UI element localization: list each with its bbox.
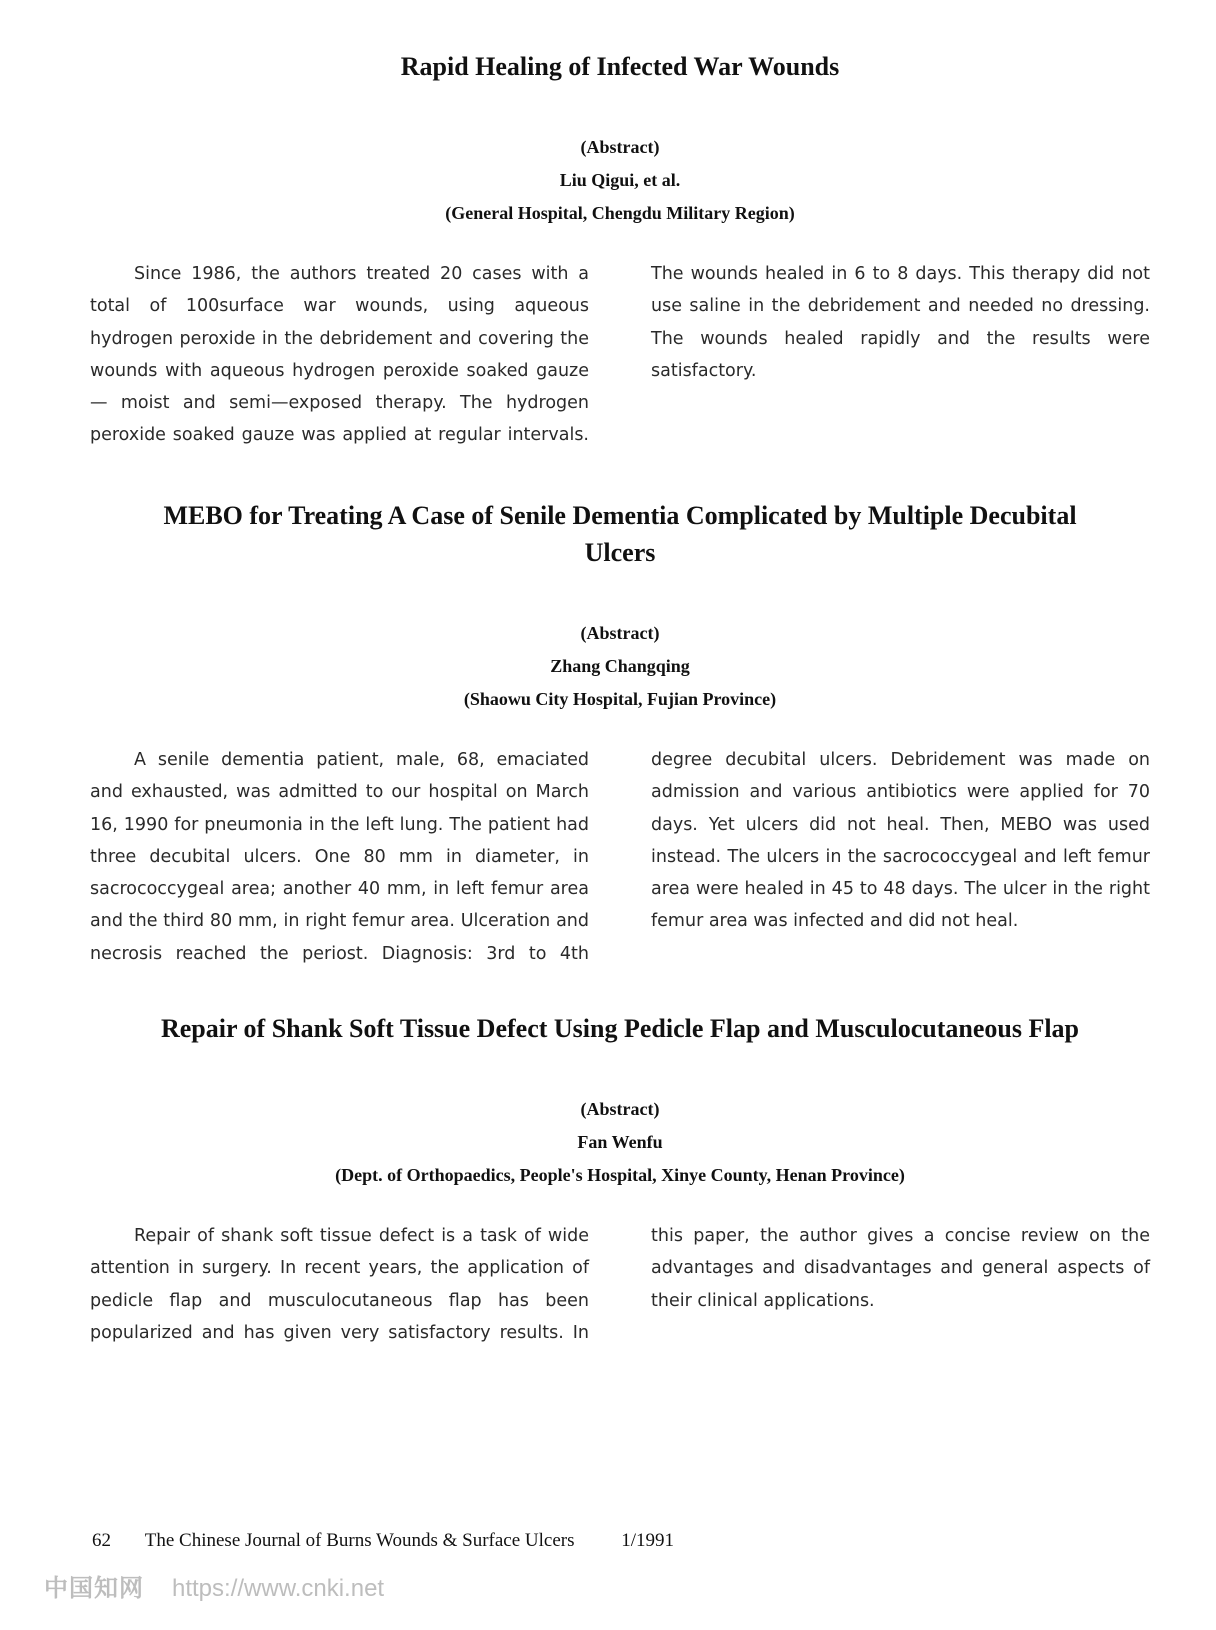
journal-name: The Chinese Journal of Burns Wounds & Surface Ulcers	[144, 1530, 575, 1551]
abstract-label: (Abstract)	[580, 137, 660, 157]
article-title: Repair of Shank Soft Tissue Defect Using Pedicle Flap and Musculocutaneous Flap	[160, 1014, 1080, 1043]
article-affiliation: (Dept. of Orthopaedics, People's Hospital, Xinye County, Henan Province)	[335, 1165, 905, 1185]
article-author: Liu Qigui, et al.	[559, 170, 681, 190]
article-shank-soft-tissue	[90, 1010, 1150, 1355]
issue-label: 1/1991	[621, 1530, 675, 1551]
body-paragraph: A senile dementia patient, male, 68, emaciated and exhausted, was admitted to our hospital on March 16, 1990 for pneumonia in the left lung. The patient had three decubital ulcers. One 80 mm in diameter, in sacrococcygeal area; another 40 mm, in left femur area and the third 80 mm, in right femur area. Ulceration and necrosis reached the periost. Diagnosis: 3rd to 4th degree decubital ulcers. Debridement was made on admission and various antibiotics were applied for 70 days. Yet ulcers did not heal. Then, MEBO was used instead. The ulcers in the sacrococcygeal and left femur area were healed in 45 to 48 days. The ulcer in the right femur area was infected and did not heal.	[90, 750, 1150, 964]
abstract-label: (Abstract)	[580, 1099, 660, 1119]
abstract-label: (Abstract)	[580, 623, 660, 643]
body-paragraph: Repair of shank soft tissue defect is a task of wide attention in surgery. In recent years, the application of pedicle flap and musculocutaneous flap has been popularized and has given very satisfactory results. In this paper, the author gives a concise review on the advantages and disadvantages and general aspects of their clinical applications.	[90, 1226, 1150, 1343]
article-author: Zhang Changqing	[550, 656, 690, 676]
article-author: Fan Wenfu	[577, 1132, 663, 1152]
article-title: Rapid Healing of Infected War Wounds	[400, 52, 840, 81]
article-body	[90, 258, 1150, 458]
article-war-wounds	[90, 48, 1150, 458]
article-body	[90, 1220, 1150, 1355]
cnki-watermark	[44, 1568, 384, 1603]
page-footer	[92, 1530, 792, 1552]
article-affiliation: (General Hospital, Chengdu Military Region)	[445, 203, 795, 223]
watermark-site-name: 中国知网	[44, 1574, 144, 1602]
article-body	[90, 744, 1150, 974]
page-number: 62	[92, 1530, 111, 1551]
watermark-url: https://www.cnki.net	[172, 1575, 385, 1602]
article-affiliation: (Shaowu City Hospital, Fujian Province)	[463, 689, 777, 709]
article-mebo-senile-dementia	[90, 497, 1150, 974]
body-paragraph: Since 1986, the authors treated 20 cases with a total of 100surface war wounds, using aqueous hydrogen peroxide in the debridement and covering the wounds with aqueous hydrogen peroxide soaked gauze— moist and semi—exposed therapy. The hydrogen peroxide soaked gauze was applied at regular intervals. The wounds healed in 6 to 8 days. This therapy did not use saline in the debridement and needed no dressing. The wounds healed rapidly and the results were satisfactory.	[90, 264, 1150, 446]
article-title: MEBO for Treating A Case of Senile Dementia Complicated by Multiple Decubital Ulcers	[163, 501, 1077, 567]
